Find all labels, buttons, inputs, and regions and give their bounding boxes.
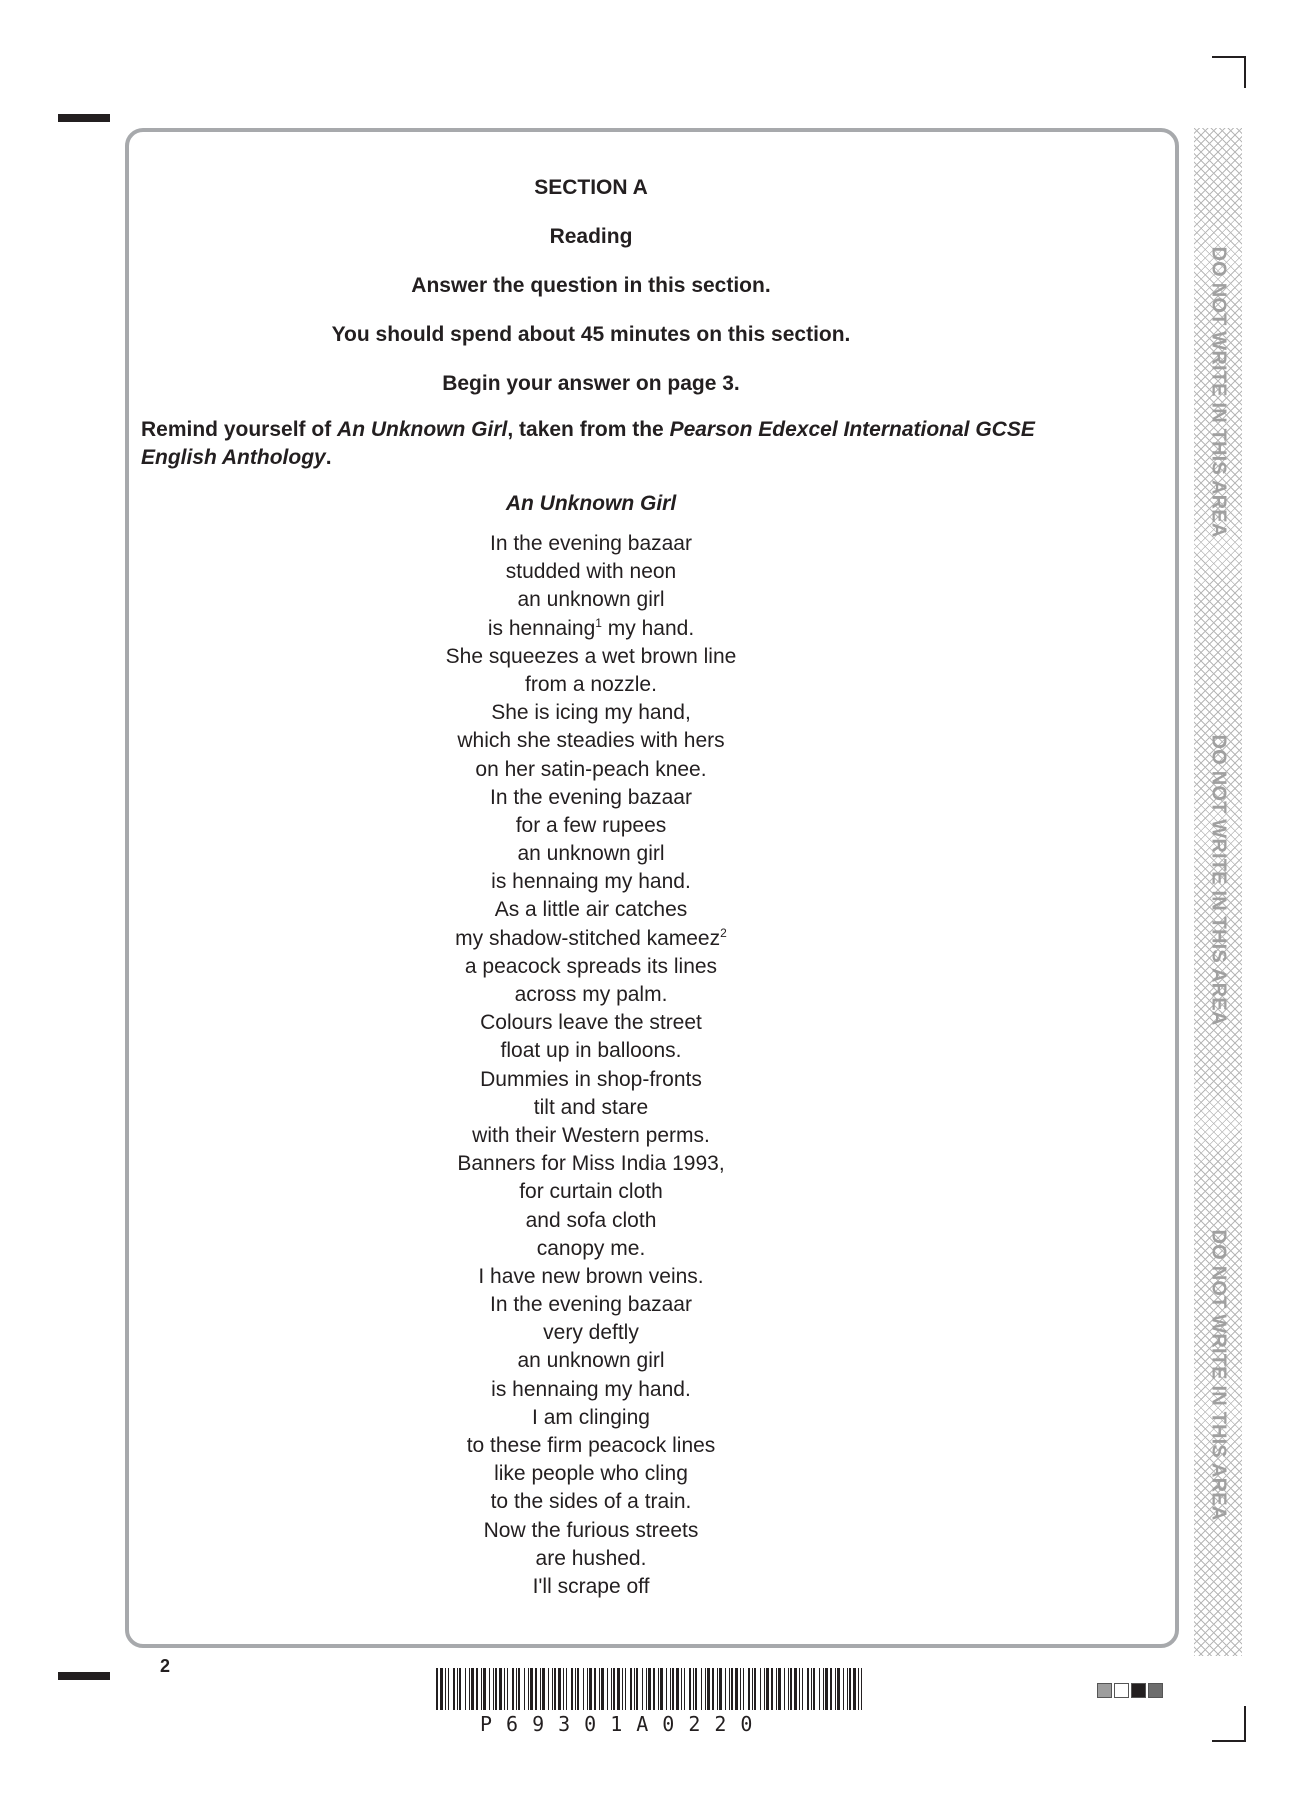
- barcode-bar: [495, 1668, 497, 1710]
- barcode-bar: [771, 1668, 773, 1710]
- barcode-bar: [601, 1668, 604, 1710]
- barcode-bar: [540, 1668, 541, 1710]
- poem-line: Banners for Miss India 1993,: [457, 1152, 725, 1176]
- barcode-bar: [760, 1668, 761, 1710]
- barcode-bar: [471, 1668, 474, 1710]
- poem-line: In the evening bazaar: [490, 532, 692, 555]
- barcode-bar: [554, 1668, 556, 1710]
- poem-line: is hennaing my hand.: [491, 1377, 691, 1401]
- barcode-bar: [695, 1668, 697, 1710]
- barcode-bar: [476, 1668, 478, 1710]
- poem-line: She is icing my hand,: [491, 701, 691, 725]
- section-content: [141, 176, 1161, 1601]
- barcode-bar: [693, 1668, 694, 1710]
- barcode-bar: [725, 1668, 726, 1710]
- barcode-bar: [445, 1668, 446, 1710]
- barcode-bar: [622, 1668, 623, 1710]
- barcode-bar: [825, 1668, 828, 1710]
- barcode-bar: [819, 1668, 820, 1710]
- barcode-bar: [794, 1668, 797, 1710]
- barcode-bar: [719, 1668, 722, 1710]
- barcode-bar: [707, 1668, 710, 1710]
- barcode-bar: [743, 1668, 744, 1710]
- barcode-bar: [648, 1668, 651, 1710]
- barcode-bar: [858, 1668, 859, 1710]
- barcode-bar: [764, 1668, 765, 1710]
- poem-line-footnoted: is hennaing$^1$ my hand.: [487, 615, 695, 640]
- poem-line: an unknown girl: [517, 588, 665, 612]
- poem-line: and sofa cloth: [525, 1208, 657, 1232]
- poem-line: is hennaing my hand.: [491, 870, 691, 894]
- poem-line: which she steadies with hers: [457, 729, 725, 753]
- barcode-bar: [853, 1668, 856, 1710]
- barcode-bar: [516, 1668, 517, 1710]
- barcode-bar: [636, 1668, 638, 1710]
- crop-mark-bottom-v: [1244, 1706, 1246, 1740]
- barcode-bar: [861, 1668, 862, 1710]
- barcode-bar: [440, 1668, 443, 1710]
- barcode-bar: [660, 1668, 663, 1710]
- barcode-bar: [465, 1668, 466, 1710]
- poem-body: [141, 530, 1041, 1601]
- barcode-bar: [542, 1668, 545, 1710]
- poem-line: with their Western perms.: [472, 1123, 710, 1147]
- barcode-bar: [646, 1668, 647, 1710]
- poem-line: She squeezes a wet brown line: [445, 644, 737, 668]
- barcode-bar: [847, 1668, 848, 1710]
- poem-line: tilt and stare: [533, 1095, 649, 1119]
- barcode-bar: [489, 1668, 490, 1710]
- poem-line: I am clinging: [532, 1405, 650, 1429]
- poem-line-footnoted: my shadow-stitched kameez$^2$: [455, 925, 727, 950]
- barcode-bar: [681, 1668, 682, 1710]
- registration-mark-bottom: [58, 1672, 110, 1680]
- marker-square: [1131, 1683, 1146, 1698]
- barcode-bar: [653, 1668, 655, 1710]
- barcode-bar: [811, 1668, 812, 1710]
- barcode-bar: [835, 1668, 836, 1710]
- poem-line: In the evening bazaar: [490, 1293, 692, 1317]
- barcode-bar: [566, 1668, 567, 1710]
- crop-mark-top-v: [1244, 56, 1246, 88]
- barcode-bar: [754, 1668, 756, 1710]
- barcode-bar: [587, 1668, 588, 1710]
- barcode-bar: [493, 1668, 494, 1710]
- barcode-bar: [766, 1668, 769, 1710]
- barcode-bar: [837, 1668, 840, 1710]
- barcode-bar: [436, 1668, 438, 1710]
- poem-line: Colours leave the street: [480, 1011, 702, 1035]
- barcode-bar: [790, 1668, 792, 1710]
- barcode-bar: [457, 1668, 458, 1710]
- barcode-bar: [849, 1668, 851, 1710]
- barcode-bar: [504, 1668, 505, 1710]
- barcode-bar: [676, 1668, 679, 1710]
- barcode-bar: [729, 1668, 730, 1710]
- barcode-bar: [823, 1668, 824, 1710]
- poem-line: I have new brown veins.: [478, 1264, 704, 1288]
- crop-mark-top-h: [1212, 56, 1246, 58]
- barcode-bar: [518, 1668, 520, 1710]
- barcode-bar: [788, 1668, 789, 1710]
- instruction-time: You should spend about 45 minutes on this section.: [331, 323, 851, 346]
- poem-line: a peacock spreads its lines: [464, 954, 718, 978]
- barcode-bar: [617, 1668, 620, 1710]
- poem-line: In the evening bazaar: [490, 785, 692, 809]
- instruction-answer: Answer the question in this section.: [411, 274, 771, 297]
- barcode-bar: [672, 1668, 674, 1710]
- barcode-bar: [670, 1668, 671, 1710]
- poem-line: for a few rupees: [515, 813, 667, 837]
- barcode-bar: [802, 1668, 803, 1710]
- barcode-bar: [843, 1668, 844, 1710]
- poem-line: to these firm peacock lines: [466, 1434, 716, 1457]
- intro-text: Remind yourself of An Unknown Girl, taken from the Pearson Edexcel International GCSE English Anthology.: [141, 418, 1035, 469]
- barcode-bar: [807, 1668, 809, 1710]
- barcode-bar: [684, 1668, 685, 1710]
- barcode-bar: [717, 1668, 718, 1710]
- barcode-bar: [830, 1668, 832, 1710]
- poem-line: on her satin-peach knee.: [475, 757, 707, 781]
- barcode-bar: [459, 1668, 461, 1710]
- poem-line: canopy me.: [536, 1236, 646, 1260]
- barcode-bar: [583, 1668, 584, 1710]
- page-marker-squares: [1097, 1683, 1163, 1698]
- barcode-bar: [784, 1668, 785, 1710]
- footnote-marker: 1: [595, 615, 602, 630]
- barcode-bar: [813, 1668, 815, 1710]
- barcode-bar: [748, 1668, 750, 1710]
- poem-line: Dummies in shop-fronts: [480, 1067, 702, 1091]
- marker-square: [1148, 1683, 1163, 1698]
- barcode-bar: [594, 1668, 596, 1710]
- poem-line: As a little air catches: [494, 898, 688, 922]
- poem-line: an unknown girl: [517, 842, 665, 866]
- poem-title: An Unknown Girl: [505, 492, 677, 515]
- barcode-bar: [575, 1668, 576, 1710]
- barcode-bar: [563, 1668, 564, 1710]
- barcode-bar: [507, 1668, 508, 1710]
- poem-line: across my palm.: [514, 983, 668, 1006]
- poem-line: for curtain cloth: [519, 1180, 663, 1204]
- barcode-bar: [448, 1668, 449, 1710]
- barcode-bar: [778, 1668, 781, 1710]
- poem-line: I'll scrape off: [532, 1574, 650, 1598]
- barcode-bar: [481, 1668, 482, 1710]
- poem-line: an unknown girl: [517, 1349, 665, 1373]
- poem-line: Now the furious streets: [483, 1518, 699, 1542]
- poem-line: float up in balloons.: [500, 1039, 682, 1063]
- barcode-bar: [524, 1668, 525, 1710]
- barcode-bar: [548, 1668, 549, 1710]
- poem-line: to the sides of a train.: [490, 1490, 692, 1514]
- barcode-bar: [712, 1668, 714, 1710]
- barcode-bar: [634, 1668, 635, 1710]
- barcode-bar: [558, 1668, 561, 1710]
- barcode-bar: [731, 1668, 733, 1710]
- barcode-bar: [535, 1668, 537, 1710]
- barcode-bar: [799, 1668, 800, 1710]
- barcode-bar: [666, 1668, 667, 1710]
- barcode-bar: [752, 1668, 753, 1710]
- footnote-marker: 2: [720, 925, 727, 940]
- barcode-bar: [625, 1668, 626, 1710]
- barcode-bar: [552, 1668, 553, 1710]
- section-subtitle: Reading: [549, 225, 633, 248]
- barcode-bar: [613, 1668, 615, 1710]
- marker-square: [1114, 1683, 1129, 1698]
- barcode-bar: [740, 1668, 741, 1710]
- registration-mark-top: [58, 114, 110, 122]
- barcode-bar: [589, 1668, 592, 1710]
- barcode-bar: [642, 1668, 643, 1710]
- poem-line: studded with neon: [505, 560, 677, 584]
- barcode-bar: [689, 1668, 691, 1710]
- barcode-bar: [776, 1668, 777, 1710]
- barcode-bar: [571, 1668, 573, 1710]
- barcode-bar: [577, 1668, 579, 1710]
- barcode-bar: [701, 1668, 702, 1710]
- barcode-bar: [453, 1668, 455, 1710]
- barcode-bar: [530, 1668, 533, 1710]
- barcode-bar: [469, 1668, 470, 1710]
- poem-line: are hushed.: [535, 1546, 647, 1570]
- barcode-bar: [528, 1668, 529, 1710]
- poem-line: very deftly: [543, 1321, 639, 1345]
- poem-line: from a nozzle.: [525, 672, 657, 696]
- barcode: [436, 1668, 866, 1710]
- barcode-bar: [630, 1668, 632, 1710]
- marker-square: [1097, 1683, 1112, 1698]
- barcode-bar: [499, 1668, 502, 1710]
- crop-mark-bottom-h: [1212, 1740, 1246, 1742]
- page-number: 2: [160, 1656, 171, 1676]
- poem-line: like people who cling: [494, 1462, 688, 1486]
- barcode-bar: [705, 1668, 706, 1710]
- instruction-begin: Begin your answer on page 3.: [442, 372, 740, 395]
- barcode-bar: [512, 1668, 514, 1710]
- barcode-bar: [599, 1668, 600, 1710]
- barcode-bar: [735, 1668, 738, 1710]
- barcode-text: P69301A0220: [480, 1712, 767, 1736]
- barcode-bar: [607, 1668, 608, 1710]
- barcode-bar: [658, 1668, 659, 1710]
- barcode-bar: [483, 1668, 486, 1710]
- barcode-bar: [611, 1668, 612, 1710]
- section-title: SECTION A: [534, 176, 648, 199]
